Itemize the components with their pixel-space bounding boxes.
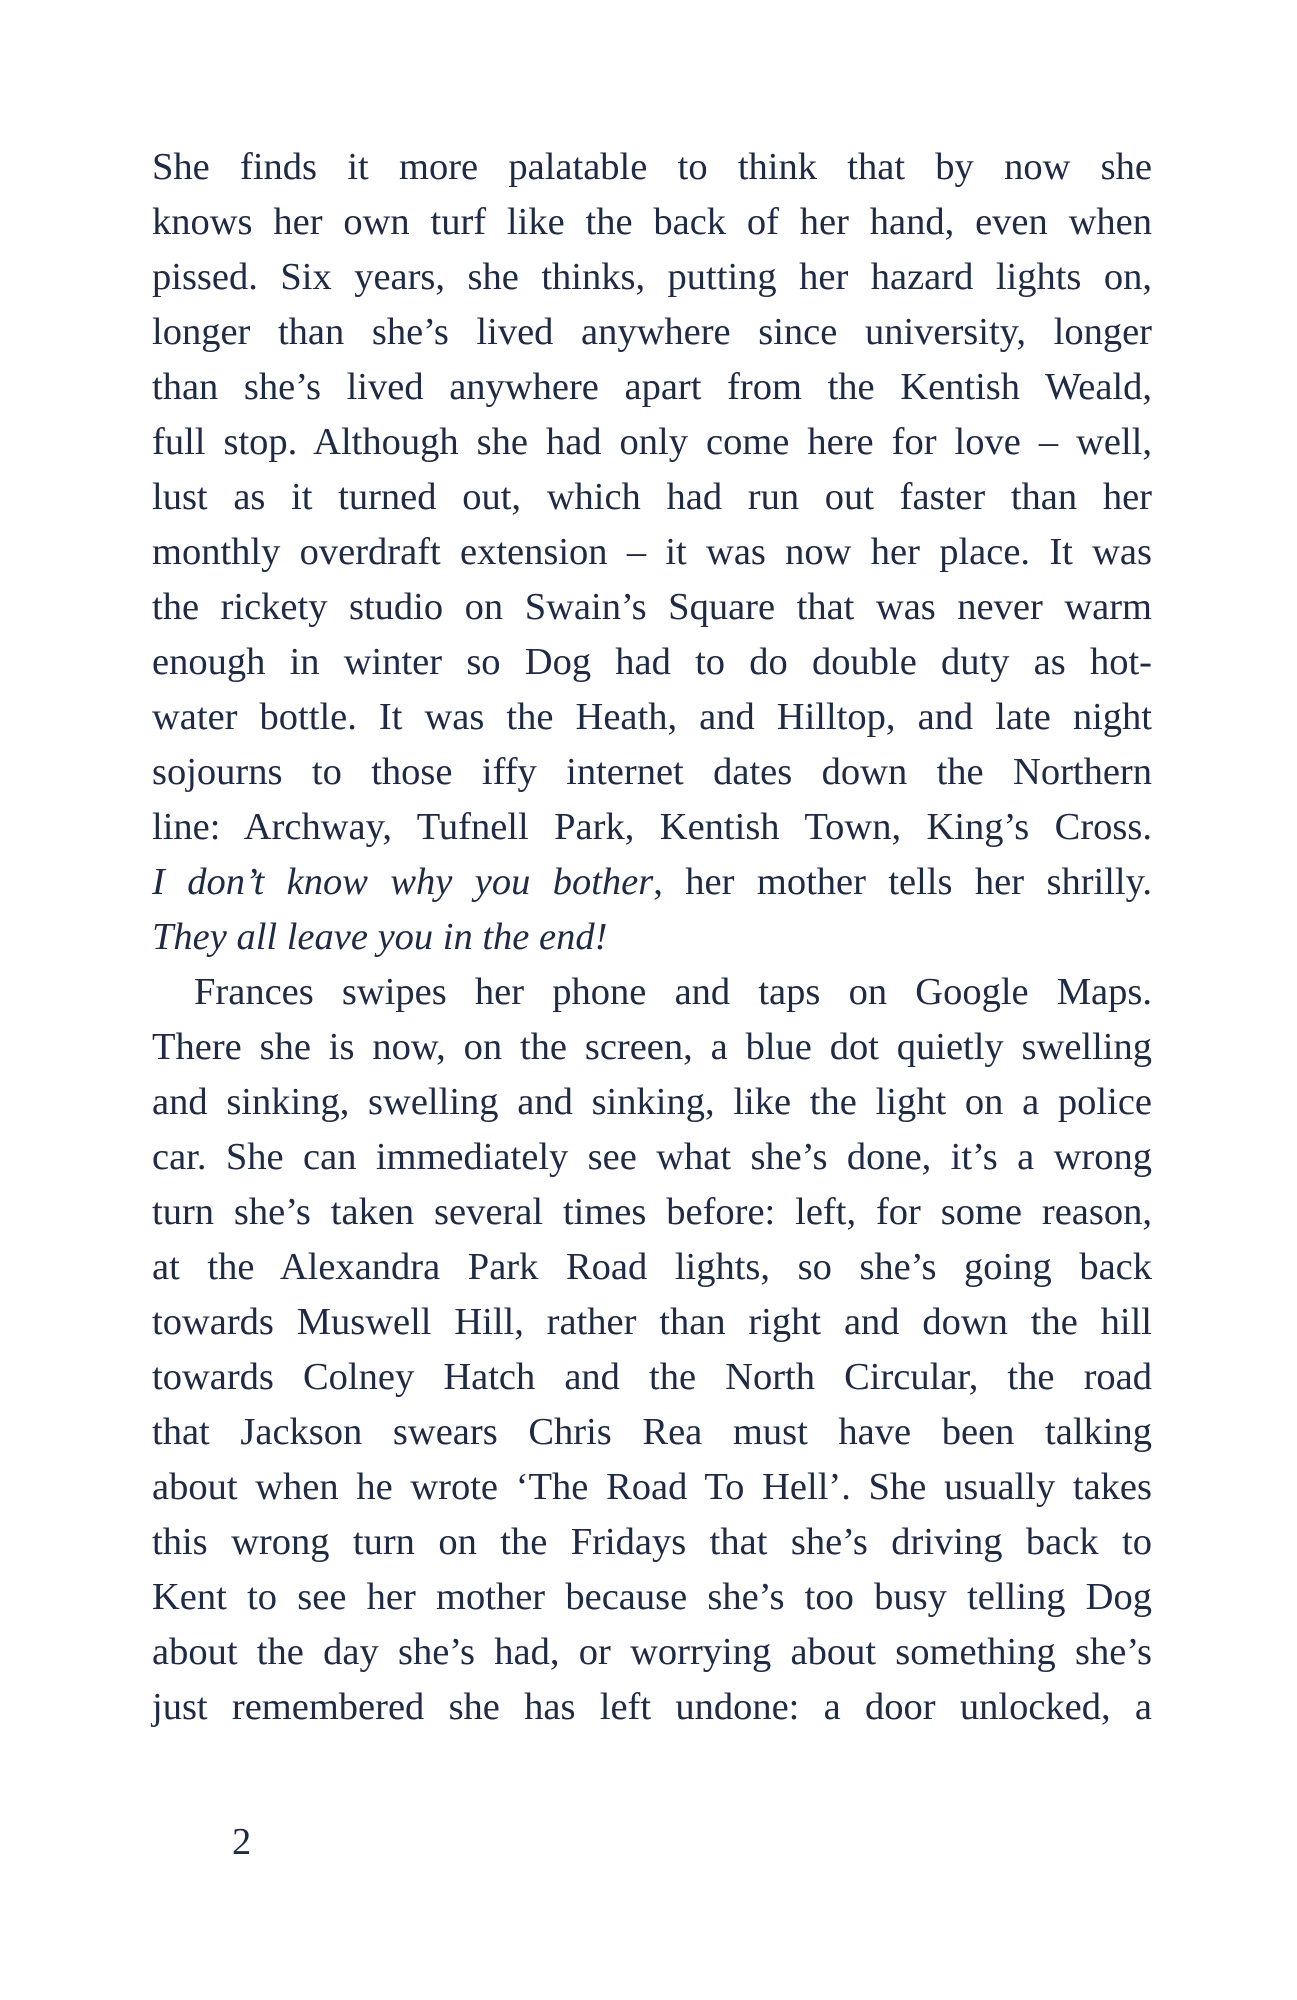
text-line: towards Muswell Hill, rather than right and down the hill — [152, 1301, 1152, 1343]
text-line: car. She can immediately see what she’s done, it’s a wrong — [152, 1136, 1152, 1178]
text-line: towards Colney Hatch and the North Circular, the road — [152, 1356, 1152, 1398]
text-line: about the day she’s had, or worrying about something she’s — [152, 1631, 1152, 1673]
text-line: about when he wrote ‘The Road To Hell’. She usually takes — [152, 1466, 1152, 1508]
text-line: monthly overdraft extension – it was now her place. It was — [152, 531, 1152, 573]
text-line: full stop. Although she had only come here for love – well, — [152, 421, 1152, 463]
text-line: this wrong turn on the Fridays that she’s driving back to — [152, 1521, 1152, 1563]
text-line: She finds it more palatable to think that by now she — [152, 146, 1152, 188]
body-text — [152, 140, 1152, 1735]
text-line: sojourns to those iffy internet dates down the Northern — [152, 751, 1152, 793]
text-line: lust as it turned out, which had run out faster than her — [152, 476, 1152, 518]
text-line: pissed. Six years, she thinks, putting her hazard lights on, — [152, 256, 1152, 298]
text-line: enough in winter so Dog had to do double duty as hot- — [152, 641, 1152, 683]
text-line: knows her own turf like the back of her hand, even when — [152, 201, 1152, 243]
quote-attribution: , her mother tells her shrilly. — [653, 861, 1152, 903]
italic-quote: I don’t know why you bother — [152, 861, 654, 903]
page-number: 2 — [232, 1821, 252, 1863]
text-line: just remembered she has left undone: a door unlocked, a — [152, 1686, 1152, 1728]
text-line: line: Archway, Tufnell Park, Kentish Town, King’s Cross. — [152, 806, 1152, 848]
text-line: that Jackson swears Chris Rea must have been talking — [152, 1411, 1152, 1453]
text-line: Kent to see her mother because she’s too busy telling Dog — [152, 1576, 1152, 1618]
text-line: longer than she’s lived anywhere since university, longer — [152, 311, 1152, 353]
text-line: and sinking, swelling and sinking, like the light on a police — [152, 1081, 1152, 1123]
text-line: the rickety studio on Swain’s Square that was never warm — [152, 586, 1152, 628]
text-line: at the Alexandra Park Road lights, so she’s going back — [152, 1246, 1152, 1288]
text-line: water bottle. It was the Heath, and Hilltop, and late night — [152, 696, 1152, 738]
text-line: turn she’s taken several times before: left, for some reason, — [152, 1191, 1152, 1233]
text-line: than she’s lived anywhere apart from the Kentish Weald, — [152, 366, 1152, 408]
text-line — [152, 855, 1152, 910]
text-line: Frances swipes her phone and taps on Google Maps. — [194, 971, 1152, 1013]
italic-quote-line: They all leave you in the end! — [152, 916, 608, 958]
text-line: There she is now, on the screen, a blue dot quietly swelling — [152, 1026, 1152, 1068]
